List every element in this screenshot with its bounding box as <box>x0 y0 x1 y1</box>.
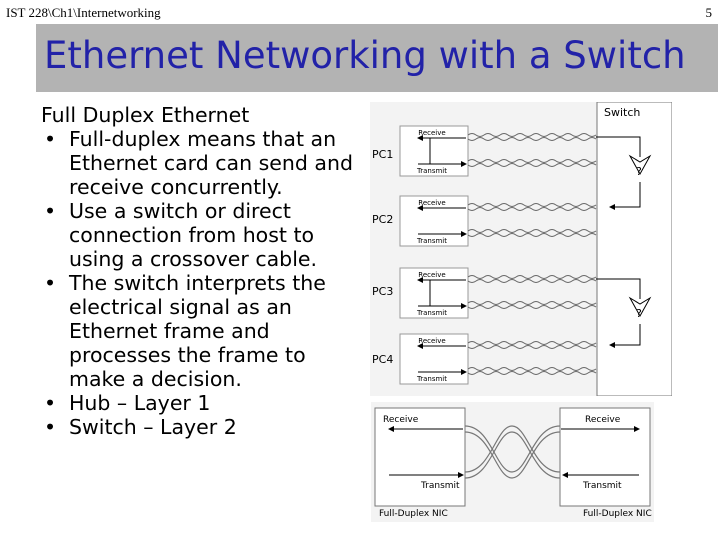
pc1-label: PC1 <box>372 148 394 161</box>
pc3-label: PC3 <box>372 285 394 298</box>
pc4-transmit-label: Transmit <box>416 375 448 383</box>
switch-label: Switch <box>604 106 641 119</box>
question-mark-2: ? <box>636 307 642 320</box>
bullet-text: Use a switch or direct connection from host to using a crossover cable. <box>69 199 318 271</box>
right-nic-label: Full-Duplex NIC <box>583 509 652 519</box>
course-path: IST 228\Ch1\Internetworking <box>6 5 161 20</box>
list-item <box>41 391 361 415</box>
bullet-text: Hub – Layer 1 <box>69 391 211 415</box>
body-heading: Full Duplex Ethernet <box>41 103 250 127</box>
switch-diagram <box>370 102 672 396</box>
list-item <box>41 415 361 439</box>
switch-box <box>597 102 672 396</box>
bullet-marker: • <box>44 127 57 151</box>
bullet-marker: • <box>44 391 57 415</box>
pc1-transmit-label: Transmit <box>416 167 448 175</box>
pc2-receive-label: Receive <box>418 199 446 207</box>
pc2-label: PC2 <box>372 213 394 226</box>
pc1-receive-label: Receive <box>418 129 446 137</box>
bullet-marker: • <box>44 415 57 439</box>
left-receive-label: Receive <box>383 415 419 425</box>
left-transmit-label: Transmit <box>421 481 460 491</box>
right-receive-label: Receive <box>585 415 621 425</box>
page-number: 5 <box>705 5 712 20</box>
bullet-text: Switch – Layer 2 <box>69 415 237 439</box>
pc4-label: PC4 <box>372 353 394 366</box>
pc3-receive-label: Receive <box>418 271 446 279</box>
question-mark-1: ? <box>636 165 642 178</box>
list-item <box>41 271 361 391</box>
bullet-text: The switch interprets the electrical signal as an Ethernet frame and processes the frame to make a decision. <box>69 271 326 391</box>
pc4-receive-label: Receive <box>418 337 446 345</box>
bullet-marker: • <box>44 271 57 295</box>
pc2-transmit-label: Transmit <box>416 237 448 245</box>
bullet-list <box>41 127 361 439</box>
pc3-transmit-label: Transmit <box>416 309 448 317</box>
list-item <box>41 127 361 199</box>
crossover-diagram <box>371 402 654 522</box>
right-transmit-label: Transmit <box>583 481 622 491</box>
list-item <box>41 199 361 271</box>
bullet-text: Full-duplex means that an Ethernet card can send and receive concurrently. <box>69 127 353 199</box>
bullet-marker: • <box>44 199 57 223</box>
slide-body <box>41 103 361 439</box>
slide-title: Ethernet Networking with a Switch <box>44 34 686 77</box>
left-nic-label: Full-Duplex NIC <box>379 509 448 519</box>
